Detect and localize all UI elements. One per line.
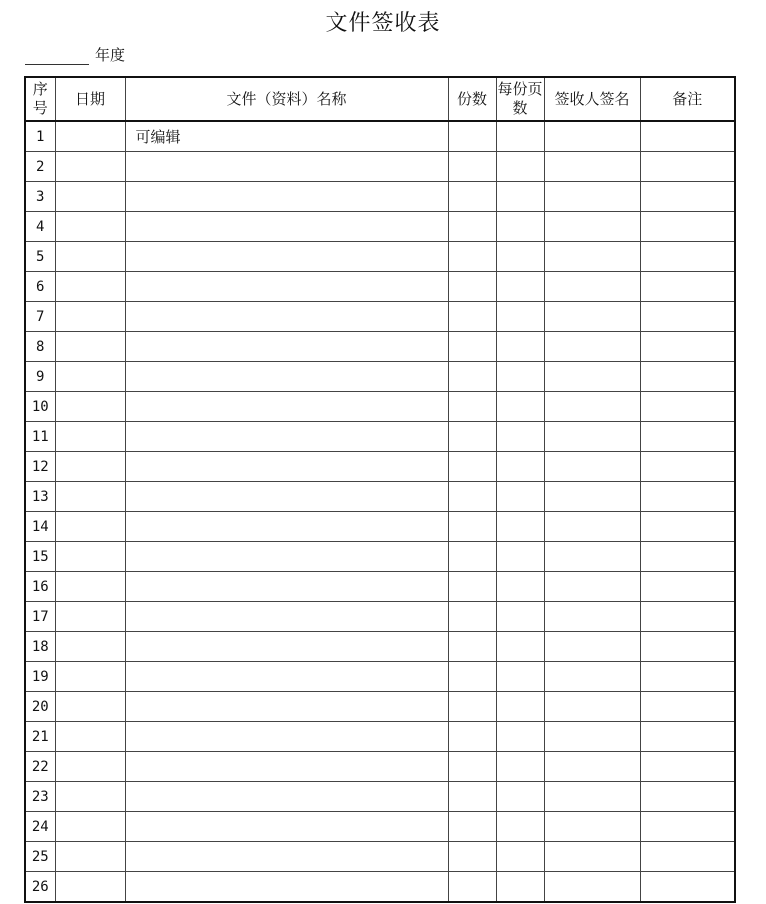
signature-cell[interactable] xyxy=(544,512,640,542)
row-number: 19 xyxy=(25,662,55,692)
pages-cell[interactable] xyxy=(496,452,544,482)
date-cell[interactable] xyxy=(55,542,125,572)
file-name-cell[interactable] xyxy=(125,512,448,542)
signature-cell[interactable] xyxy=(544,482,640,512)
date-cell[interactable] xyxy=(55,272,125,302)
row-number: 26 xyxy=(25,872,55,903)
copies-cell[interactable] xyxy=(448,482,496,512)
remarks-cell[interactable] xyxy=(640,602,735,632)
table-row xyxy=(25,332,735,362)
remarks-cell[interactable] xyxy=(640,872,735,903)
pages-cell[interactable] xyxy=(496,182,544,212)
remarks-cell[interactable] xyxy=(640,212,735,242)
date-cell[interactable] xyxy=(55,752,125,782)
row-number: 3 xyxy=(25,182,55,212)
file-name-cell[interactable] xyxy=(125,152,448,182)
copies-cell[interactable] xyxy=(448,302,496,332)
copies-cell[interactable] xyxy=(448,722,496,752)
table-row xyxy=(25,752,735,782)
signature-cell[interactable] xyxy=(544,121,640,152)
pages-cell[interactable] xyxy=(496,512,544,542)
date-cell[interactable] xyxy=(55,632,125,662)
date-cell[interactable] xyxy=(55,152,125,182)
pages-cell[interactable] xyxy=(496,242,544,272)
pages-cell[interactable] xyxy=(496,362,544,392)
remarks-cell[interactable] xyxy=(640,632,735,662)
remarks-cell[interactable] xyxy=(640,782,735,812)
table-row xyxy=(25,242,735,272)
date-cell[interactable] xyxy=(55,302,125,332)
row-number: 15 xyxy=(25,542,55,572)
remarks-cell[interactable] xyxy=(640,332,735,362)
copies-cell[interactable] xyxy=(448,121,496,152)
file-name-cell[interactable] xyxy=(125,752,448,782)
signature-cell[interactable] xyxy=(544,452,640,482)
table-row xyxy=(25,632,735,662)
remarks-cell[interactable] xyxy=(640,272,735,302)
remarks-cell[interactable] xyxy=(640,692,735,722)
signature-cell[interactable] xyxy=(544,332,640,362)
signature-cell[interactable] xyxy=(544,662,640,692)
row-number: 24 xyxy=(25,812,55,842)
row-number: 22 xyxy=(25,752,55,782)
pages-cell[interactable] xyxy=(496,842,544,872)
file-name-cell[interactable] xyxy=(125,482,448,512)
date-cell[interactable] xyxy=(55,872,125,903)
remarks-cell[interactable] xyxy=(640,362,735,392)
pages-cell[interactable] xyxy=(496,392,544,422)
pages-cell[interactable] xyxy=(496,302,544,332)
signature-cell[interactable] xyxy=(544,722,640,752)
remarks-cell[interactable] xyxy=(640,182,735,212)
date-cell[interactable] xyxy=(55,572,125,602)
signature-cell[interactable] xyxy=(544,602,640,632)
remarks-cell[interactable] xyxy=(640,482,735,512)
copies-cell[interactable] xyxy=(448,362,496,392)
remarks-cell[interactable] xyxy=(640,662,735,692)
table-row xyxy=(25,482,735,512)
copies-cell[interactable] xyxy=(448,512,496,542)
signature-cell[interactable] xyxy=(544,632,640,662)
pages-cell[interactable] xyxy=(496,572,544,602)
file-name-cell[interactable] xyxy=(125,272,448,302)
row-number: 18 xyxy=(25,632,55,662)
file-name-cell[interactable] xyxy=(125,602,448,632)
copies-cell[interactable] xyxy=(448,872,496,903)
file-name-cell[interactable] xyxy=(125,662,448,692)
date-cell[interactable] xyxy=(55,422,125,452)
copies-cell[interactable] xyxy=(448,422,496,452)
signature-cell[interactable] xyxy=(544,872,640,903)
file-name-cell[interactable] xyxy=(125,302,448,332)
table-row xyxy=(25,182,735,212)
row-number: 4 xyxy=(25,212,55,242)
remarks-cell[interactable] xyxy=(640,121,735,152)
row-number: 12 xyxy=(25,452,55,482)
header-no: 序号 xyxy=(25,77,55,121)
signature-cell[interactable] xyxy=(544,362,640,392)
file-name-cell[interactable] xyxy=(125,542,448,572)
row-number: 10 xyxy=(25,392,55,422)
file-name-cell[interactable] xyxy=(125,812,448,842)
file-name-cell[interactable] xyxy=(125,422,448,452)
copies-cell[interactable] xyxy=(448,452,496,482)
file-name-cell[interactable] xyxy=(125,872,448,903)
file-name-cell[interactable] xyxy=(125,842,448,872)
date-cell[interactable] xyxy=(55,242,125,272)
copies-cell[interactable] xyxy=(448,332,496,362)
year-blank-input[interactable] xyxy=(25,48,89,65)
remarks-cell[interactable] xyxy=(640,752,735,782)
table-row xyxy=(25,121,735,152)
table-row xyxy=(25,842,735,872)
remarks-cell[interactable] xyxy=(640,152,735,182)
copies-cell[interactable] xyxy=(448,572,496,602)
file-name-cell[interactable] xyxy=(125,572,448,602)
date-cell[interactable] xyxy=(55,722,125,752)
table-row xyxy=(25,602,735,632)
pages-cell[interactable] xyxy=(496,272,544,302)
row-number: 1 xyxy=(25,121,55,152)
pages-cell[interactable] xyxy=(496,332,544,362)
file-name-cell[interactable] xyxy=(125,332,448,362)
copies-cell[interactable] xyxy=(448,182,496,212)
pages-cell[interactable] xyxy=(496,812,544,842)
file-name-cell[interactable] xyxy=(125,452,448,482)
file-name-cell[interactable] xyxy=(125,242,448,272)
remarks-cell[interactable] xyxy=(640,512,735,542)
copies-cell[interactable] xyxy=(448,632,496,662)
date-cell[interactable] xyxy=(55,362,125,392)
row-number: 2 xyxy=(25,152,55,182)
copies-cell[interactable] xyxy=(448,542,496,572)
signature-cell[interactable] xyxy=(544,302,640,332)
table-row xyxy=(25,452,735,482)
year-field xyxy=(25,44,125,65)
signature-cell[interactable] xyxy=(544,812,640,842)
file-name-cell[interactable] xyxy=(125,722,448,752)
table-row xyxy=(25,272,735,302)
row-number: 6 xyxy=(25,272,55,302)
pages-cell[interactable] xyxy=(496,782,544,812)
table-row xyxy=(25,872,735,903)
copies-cell[interactable] xyxy=(448,392,496,422)
header-date: 日期 xyxy=(55,77,125,121)
date-cell[interactable] xyxy=(55,212,125,242)
date-cell[interactable] xyxy=(55,482,125,512)
row-number: 13 xyxy=(25,482,55,512)
table-row xyxy=(25,152,735,182)
signature-cell[interactable] xyxy=(544,212,640,242)
signature-cell[interactable] xyxy=(544,182,640,212)
copies-cell[interactable] xyxy=(448,812,496,842)
remarks-cell[interactable] xyxy=(640,392,735,422)
row-number: 21 xyxy=(25,722,55,752)
copies-cell[interactable] xyxy=(448,242,496,272)
remarks-cell[interactable] xyxy=(640,242,735,272)
year-label: 年度 xyxy=(95,46,126,64)
table-row xyxy=(25,812,735,842)
date-cell[interactable] xyxy=(55,842,125,872)
copies-cell[interactable] xyxy=(448,842,496,872)
date-cell[interactable] xyxy=(55,452,125,482)
remarks-cell[interactable] xyxy=(640,542,735,572)
date-cell[interactable] xyxy=(55,692,125,722)
date-cell[interactable] xyxy=(55,182,125,212)
table-row xyxy=(25,542,735,572)
header-file-name: 文件（资料）名称 xyxy=(125,77,448,121)
header-row xyxy=(25,77,735,121)
signature-cell[interactable] xyxy=(544,572,640,602)
file-name-cell[interactable] xyxy=(125,362,448,392)
date-cell[interactable] xyxy=(55,512,125,542)
remarks-cell[interactable] xyxy=(640,722,735,752)
header-remarks: 备注 xyxy=(640,77,735,121)
pages-cell[interactable] xyxy=(496,542,544,572)
copies-cell[interactable] xyxy=(448,212,496,242)
remarks-cell[interactable] xyxy=(640,422,735,452)
signature-cell[interactable] xyxy=(544,842,640,872)
table-row xyxy=(25,692,735,722)
signature-cell[interactable] xyxy=(544,752,640,782)
signature-cell[interactable] xyxy=(544,272,640,302)
table-row xyxy=(25,782,735,812)
table-row xyxy=(25,572,735,602)
document-title: 文件签收表 xyxy=(325,11,441,36)
row-number: 14 xyxy=(25,512,55,542)
pages-cell[interactable] xyxy=(496,872,544,903)
table-row xyxy=(25,212,735,242)
signature-cell[interactable] xyxy=(544,422,640,452)
header-copies: 份数 xyxy=(448,77,496,121)
pages-cell[interactable] xyxy=(496,722,544,752)
sign-off-table xyxy=(24,76,736,903)
date-cell[interactable] xyxy=(55,812,125,842)
table-row xyxy=(25,362,735,392)
pages-cell[interactable] xyxy=(496,692,544,722)
copies-cell[interactable] xyxy=(448,152,496,182)
signature-cell[interactable] xyxy=(544,782,640,812)
remarks-cell[interactable] xyxy=(640,572,735,602)
remarks-cell[interactable] xyxy=(640,452,735,482)
row-number: 5 xyxy=(25,242,55,272)
pages-cell[interactable] xyxy=(496,662,544,692)
signature-cell[interactable] xyxy=(544,242,640,272)
pages-cell[interactable] xyxy=(496,602,544,632)
table-row xyxy=(25,392,735,422)
remarks-cell[interactable] xyxy=(640,842,735,872)
table-row xyxy=(25,302,735,332)
pages-cell[interactable] xyxy=(496,152,544,182)
copies-cell[interactable] xyxy=(448,752,496,782)
table-row xyxy=(25,422,735,452)
row-number: 23 xyxy=(25,782,55,812)
table-row xyxy=(25,722,735,752)
remarks-cell[interactable] xyxy=(640,812,735,842)
file-name-cell[interactable] xyxy=(125,212,448,242)
copies-cell[interactable] xyxy=(448,602,496,632)
header-recipient-signature: 签收人签名 xyxy=(544,77,640,121)
row-number: 25 xyxy=(25,842,55,872)
file-name-cell[interactable]: 可编辑 xyxy=(125,121,448,152)
header-pages-per-copy: 每份页数 xyxy=(496,77,544,121)
row-number: 8 xyxy=(25,332,55,362)
file-name-cell[interactable] xyxy=(125,182,448,212)
table-row xyxy=(25,662,735,692)
pages-cell[interactable] xyxy=(496,632,544,662)
pages-cell[interactable] xyxy=(496,121,544,152)
copies-cell[interactable] xyxy=(448,782,496,812)
row-number: 9 xyxy=(25,362,55,392)
file-name-cell[interactable] xyxy=(125,632,448,662)
date-cell[interactable] xyxy=(55,662,125,692)
date-cell[interactable] xyxy=(55,602,125,632)
signature-cell[interactable] xyxy=(544,392,640,422)
file-name-cell[interactable] xyxy=(125,692,448,722)
copies-cell[interactable] xyxy=(448,692,496,722)
row-number: 7 xyxy=(25,302,55,332)
file-name-cell[interactable] xyxy=(125,392,448,422)
date-cell[interactable] xyxy=(55,332,125,362)
file-name-cell[interactable] xyxy=(125,782,448,812)
remarks-cell[interactable] xyxy=(640,302,735,332)
pages-cell[interactable] xyxy=(496,212,544,242)
signature-cell[interactable] xyxy=(544,542,640,572)
date-cell[interactable] xyxy=(55,782,125,812)
date-cell[interactable] xyxy=(55,392,125,422)
row-number: 17 xyxy=(25,602,55,632)
signature-cell[interactable] xyxy=(544,152,640,182)
pages-cell[interactable] xyxy=(496,422,544,452)
pages-cell[interactable] xyxy=(496,482,544,512)
copies-cell[interactable] xyxy=(448,272,496,302)
table-row xyxy=(25,512,735,542)
copies-cell[interactable] xyxy=(448,662,496,692)
date-cell[interactable] xyxy=(55,121,125,152)
row-number: 16 xyxy=(25,572,55,602)
row-number: 11 xyxy=(25,422,55,452)
signature-cell[interactable] xyxy=(544,692,640,722)
row-number: 20 xyxy=(25,692,55,722)
pages-cell[interactable] xyxy=(496,752,544,782)
